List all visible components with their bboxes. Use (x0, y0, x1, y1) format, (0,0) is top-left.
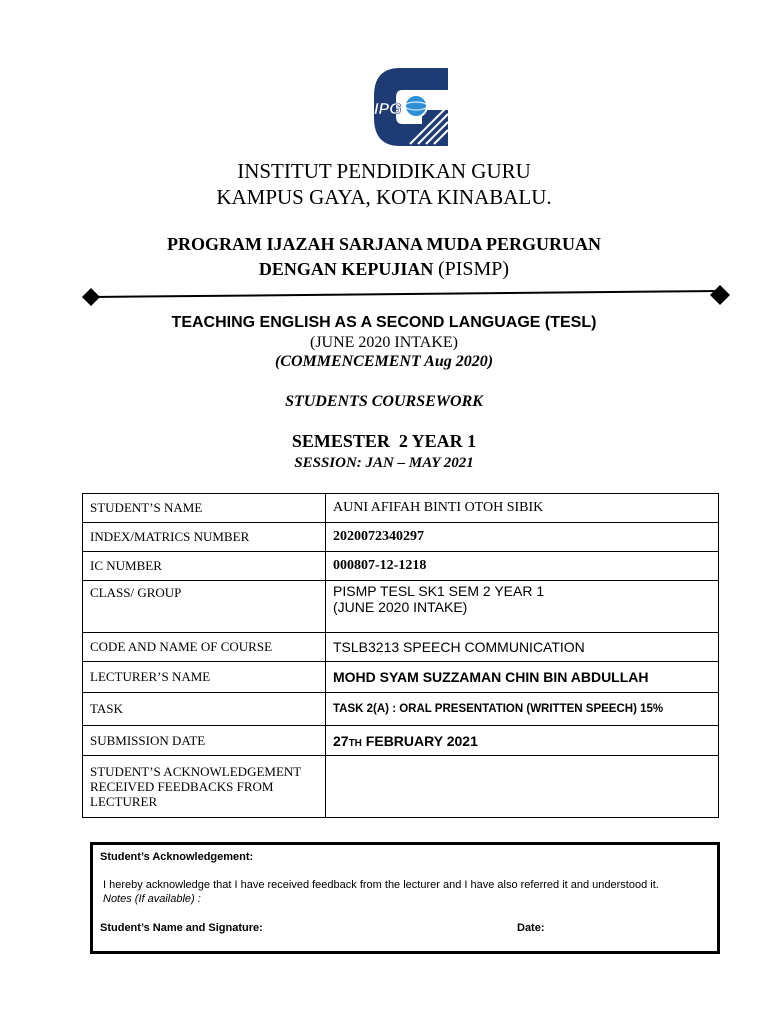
table-row (83, 494, 719, 523)
submission-date-label: SUBMISSION DATE (83, 726, 326, 756)
program-line1: PROGRAM IJAZAH SARJANA MUDA PERGURUAN (167, 234, 601, 254)
ic-number-label: IC NUMBER (83, 552, 326, 581)
table-row (83, 726, 719, 756)
class-group-line1: PISMP TESL SK1 SEM 2 YEAR 1 (333, 583, 545, 599)
program-line2 (0, 257, 768, 282)
index-number-value: 2020072340297 (326, 523, 719, 552)
submission-month-year: FEBRUARY 2021 (361, 732, 478, 749)
ipg-logo (370, 66, 452, 148)
program-abbrev: (PISMP) (437, 258, 510, 280)
student-name-label: STUDENT’S NAME (83, 494, 326, 523)
submission-date-value (326, 726, 719, 756)
class-group-line2: (JUNE 2020 INTAKE) (333, 599, 468, 615)
submission-suffix: TH (348, 737, 362, 749)
table-row (83, 662, 719, 693)
ipg-logo-graphic (370, 66, 452, 148)
program-name (0, 232, 768, 282)
ack-box-notes: Notes (If available) : (103, 893, 201, 905)
ic-number-value: 000807-12-1218 (326, 552, 719, 581)
table-row (83, 523, 719, 552)
lecturer-name-value: MOHD SYAM SUZZAMAN CHIN BIN ABDULLAH (326, 662, 719, 693)
institute-line1: INSTITUT PENDIDIKAN GURU (237, 159, 531, 183)
table-row (83, 756, 719, 818)
institute-line2: KAMPUS GAYA, KOTA KINABALU. (216, 185, 552, 209)
class-group-label: CLASS/ GROUP (83, 581, 326, 633)
semester-heading: SEMESTER 2 YEAR 1 (291, 431, 477, 451)
index-number-label: INDEX/MATRICS NUMBER (83, 523, 326, 552)
acknowledgement-box (90, 842, 720, 954)
coursework-heading: STUDENTS COURSEWORK (285, 393, 483, 410)
student-name-value: AUNI AFIFAH BINTI OTOH SIBIK (326, 494, 719, 523)
session-text: SESSION: JAN – MAY 2021 (294, 455, 474, 471)
course-code-label: CODE AND NAME OF COURSE (83, 633, 326, 662)
acknowledgement-label: STUDENT’S ACKNOWLEDGEMENT RECEIVED FEEDBACKS FROM LECTURER (83, 756, 326, 818)
ack-box-title: Student’s Acknowledgement: (100, 851, 254, 863)
commencement-text: (COMMENCEMENT Aug 2020) (274, 353, 494, 370)
institute-name (0, 158, 768, 210)
course-code-value: TSLB3213 SPEECH COMMUNICATION (326, 633, 719, 662)
ack-box-date-label: Date: (517, 922, 545, 934)
ack-box-signature-label: Student’s Name and Signature: (100, 922, 263, 934)
ack-box-statement: I hereby acknowledge that I have received feedback from the lecturer and I have also referred it and understood it. (103, 879, 659, 891)
logo-text: IPG (374, 101, 402, 118)
lecturer-name-label: LECTURER’S NAME (83, 662, 326, 693)
intake-text: (JUNE 2020 INTAKE) (309, 334, 459, 351)
task-value: TASK 2(A) : ORAL PRESENTATION (WRITTEN SPEECH) 15% (326, 693, 719, 726)
table-row (83, 581, 719, 633)
table-row (83, 552, 719, 581)
task-label: TASK (83, 693, 326, 726)
student-info-table (82, 493, 719, 818)
table-row (83, 693, 719, 726)
acknowledgement-value (326, 756, 719, 818)
submission-day: 27 (333, 732, 349, 749)
table-row (83, 633, 719, 662)
header-divider (80, 284, 736, 306)
course-title: TEACHING ENGLISH AS A SECOND LANGUAGE (TESL) (171, 314, 597, 331)
class-group-value (326, 581, 719, 633)
program-line2-prefix: DENGAN KEPUJIAN (258, 259, 434, 279)
